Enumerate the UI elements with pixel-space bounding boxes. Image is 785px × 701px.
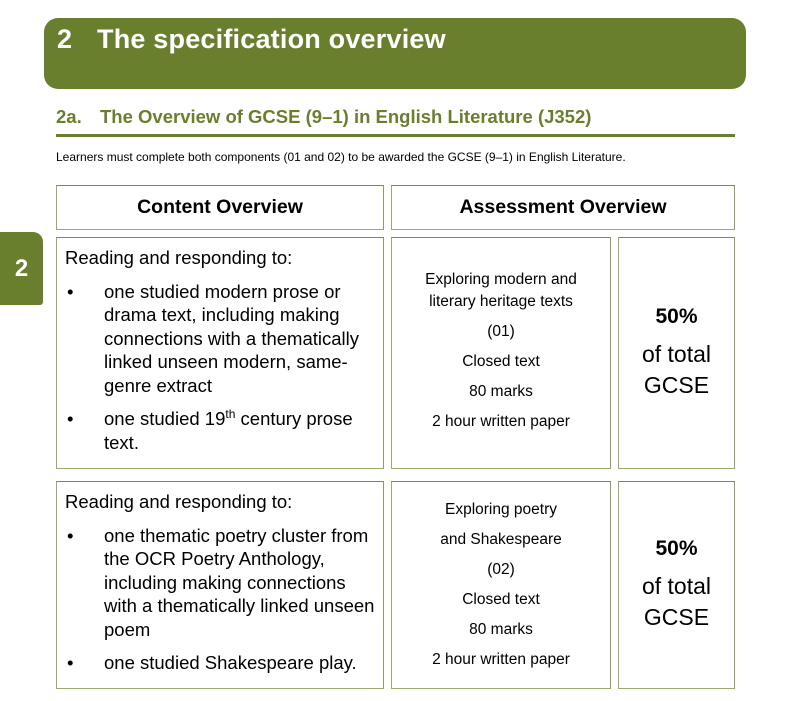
- assessment-title: [425, 269, 577, 313]
- bullet-text-part: one studied 19: [104, 408, 226, 429]
- chapter-title: [57, 24, 446, 55]
- bullet-icon: •: [67, 408, 74, 429]
- bullet-text: one thematic poetry cluster from the OCR Poetry Anthology, including making connections with a thematically linked unseen poem: [104, 524, 375, 640]
- assessment-cell-component-01: [391, 237, 611, 469]
- weighting-label: of total: [641, 341, 712, 367]
- marks: 80 marks: [469, 621, 533, 638]
- bullet-text-part: century prose text.: [104, 408, 353, 453]
- text-type: Closed text: [462, 353, 540, 370]
- content-bullet: [65, 524, 383, 642]
- weighting-cell-component-02: [618, 481, 735, 689]
- section-divider: [56, 134, 735, 137]
- assessment-cell-component-02: [391, 481, 611, 689]
- weighting-label: of total: [641, 573, 712, 599]
- content-lead: Reading and responding to:: [65, 491, 293, 512]
- weighting-label: GCSE: [643, 372, 710, 398]
- duration: 2 hour written paper: [432, 651, 570, 668]
- assessment-title-line: literary heritage texts: [429, 293, 573, 310]
- chapter-side-tab: 2: [0, 232, 43, 305]
- bullet-text: one studied Shakespeare play.: [104, 652, 357, 673]
- duration: 2 hour written paper: [432, 413, 570, 430]
- chapter-header-bar: [44, 18, 746, 89]
- component-code: (02): [487, 561, 515, 578]
- bullet-text: one studied modern prose or drama text, including making connections with a thematically linked unseen modern, same-genre extract: [104, 280, 360, 396]
- bullet-icon: •: [67, 280, 74, 302]
- content-lead: Reading and responding to:: [65, 247, 293, 268]
- marks: 80 marks: [469, 383, 533, 400]
- content-cell-component-02: [56, 481, 384, 689]
- assessment-title-line: Exploring poetry: [444, 501, 557, 518]
- weighting-value: 50%: [655, 537, 698, 560]
- weighting-label: GCSE: [643, 604, 710, 630]
- assessment-title-line: and Shakespeare: [440, 531, 562, 548]
- content-bullet: [65, 280, 383, 398]
- bullet-text: [104, 407, 383, 454]
- section-heading: [56, 106, 736, 128]
- chapter-number: 2: [57, 24, 73, 54]
- component-code: (01): [487, 323, 515, 340]
- chapter-title-text: The specification overview: [97, 24, 446, 54]
- weighting-value: 50%: [655, 305, 698, 328]
- assessment-overview-header: Assessment Overview: [391, 185, 735, 230]
- content-overview-header: Content Overview: [56, 185, 384, 230]
- intro-text: Learners must complete both components (01 and 02) to be awarded the GCSE (9–1) in English Literature.: [56, 150, 626, 164]
- content-cell-component-01: [56, 237, 384, 469]
- superscript: th: [225, 406, 236, 421]
- bullet-icon: •: [67, 652, 74, 673]
- content-bullet: [65, 651, 383, 675]
- content-bullet: [65, 407, 383, 454]
- weighting-cell-component-01: [618, 237, 735, 469]
- assessment-title-line: Exploring modern and: [425, 271, 577, 288]
- section-title: The Overview of GCSE (9–1) in English Literature (J352): [100, 106, 592, 127]
- text-type: Closed text: [462, 591, 540, 608]
- section-number: 2a.: [56, 106, 82, 127]
- bullet-icon: •: [67, 524, 74, 546]
